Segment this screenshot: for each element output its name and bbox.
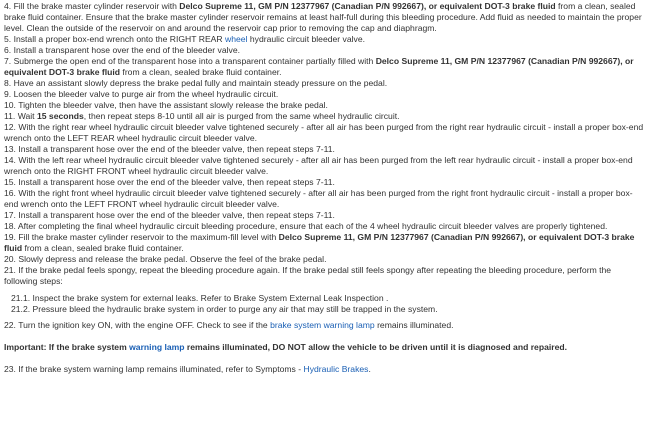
- reference-link[interactable]: warning lamp: [129, 342, 185, 352]
- bold-text: Delco Supreme 11, GM P/N 12377967 (Canadian P/N 992667), or equivalent DOT-3 brake fluid: [4, 56, 634, 77]
- step-item: [4, 210, 646, 221]
- step-text: remains illuminated.: [374, 320, 454, 330]
- step-text: Install a transparent hose over the end of the bleeder valve.: [13, 45, 241, 55]
- steps-list: [4, 1, 646, 287]
- bold-text: Delco Supreme 11, GM P/N 12377967 (Canadian P/N 992667), or equivalent DOT-3 brake fluid: [179, 1, 556, 11]
- important-note: [4, 342, 646, 353]
- step-item: [4, 155, 646, 177]
- step-number: 5.: [4, 34, 14, 44]
- step-item: [4, 111, 646, 122]
- step-number: 18.: [4, 221, 18, 231]
- step-text: Slowly depress and release the brake pedal. Observe the feel of the brake pedal.: [18, 254, 327, 264]
- step-number: 4.: [4, 1, 14, 11]
- step-number: 21.1.: [11, 292, 33, 303]
- step-text: Turn the ignition key ON, with the engine OFF. Check to see if the: [18, 320, 271, 330]
- step-number: 22.: [4, 320, 19, 330]
- bold-text: Delco Supreme 11, GM P/N 12377967 (Canadian P/N 992667), or equivalent DOT-3 brake fluid: [4, 232, 635, 253]
- step-number: 13.: [4, 144, 19, 154]
- step-text: With the right front wheel hydraulic circuit bleeder valve tightened securely - after all air has been purged from the right front hydraulic circuit - install a proper box-end wrench onto the LEFT FRONT wheel hydraulic circuit bleeder valve.: [4, 188, 633, 209]
- reference-link[interactable]: brake system warning lamp: [270, 320, 375, 330]
- step-number: 8.: [4, 78, 14, 88]
- step-text: from a clean, sealed brake fluid container.: [120, 67, 282, 77]
- step-number: 14.: [4, 155, 19, 165]
- step-number: 21.2.: [11, 303, 33, 314]
- step-item: [4, 34, 646, 45]
- spacer: [4, 331, 646, 342]
- step-number: 9.: [4, 89, 14, 99]
- step-item: [4, 221, 646, 232]
- step-item: [4, 89, 646, 100]
- reference-link[interactable]: Hydraulic Brakes: [303, 364, 369, 374]
- step-item: [4, 56, 646, 78]
- step-item: [4, 100, 646, 111]
- spacer: [4, 353, 646, 364]
- step-text: Pressure bleed the hydraulic brake system in order to purge any air that may still be trapped in the system.: [32, 303, 438, 314]
- step-number: 20.: [4, 254, 19, 264]
- step-text: If the brake pedal feels spongy, repeat the bleeding procedure again. If the brake pedal still feels spongy after repeating the bleeding procedure, perform the following steps:: [4, 265, 612, 286]
- step-text: Fill the brake master cylinder reservoir with: [13, 1, 180, 11]
- step-text: , then repeat steps 8-10 until all air is purged from the same wheel hydraulic circuit.: [83, 111, 400, 121]
- step-text: Fill the brake master cylinder reservoir to the maximum-fill level with: [18, 232, 279, 242]
- step-text: If the brake system warning lamp remains illuminated, refer to Symptoms -: [18, 364, 304, 374]
- step-number: 7.: [4, 56, 14, 66]
- substeps-list: [4, 293, 646, 315]
- step-text: Submerge the open end of the transparent hose into a transparent container partially filled with: [13, 56, 376, 66]
- step-22: [4, 320, 646, 331]
- step-number: 11.: [4, 111, 18, 121]
- step-item: [4, 265, 646, 287]
- step-number: 16.: [4, 188, 19, 198]
- step-text: Install a transparent hose over the end of the bleeder valve, then repeat steps 7-11.: [18, 177, 335, 187]
- step-text: Install a proper box-end wrench onto the RIGHT REAR: [13, 34, 226, 44]
- step-23: [4, 364, 646, 375]
- step-item: [4, 188, 646, 210]
- step-item: [4, 254, 646, 265]
- step-text: Install a transparent hose over the end of the bleeder valve, then repeat steps 7-11.: [18, 210, 335, 220]
- step-text: After completing the final wheel hydraulic circuit bleeding procedure, ensure that each of the 4 wheel hydraulic circuit bleeder valves are properly tightened.: [17, 221, 608, 231]
- step-text: Have an assistant slowly depress the brake pedal fully and maintain steady pressure on the pedal.: [13, 78, 388, 88]
- step-item: [4, 78, 646, 89]
- step-number: 17.: [4, 210, 19, 220]
- step-text: hydraulic circuit bleeder valve.: [247, 34, 365, 44]
- step-text: With the right rear wheel hydraulic circuit bleeder valve tightened securely - after all air has been purged from the right rear hydraulic circuit - install a proper box-end wrench onto the LEFT REAR wheel hydraulic circuit bleeder valve.: [4, 122, 644, 143]
- step-text: With the left rear wheel hydraulic circuit bleeder valve tightened securely - after all air has been purged from the left rear hydraulic circuit - install a proper box-end wrench onto the RIGHT FRONT wheel hydraulic circuit bleeder valve.: [4, 155, 633, 176]
- step-item: [4, 304, 646, 315]
- step-item: [4, 122, 646, 144]
- step-item: [4, 1, 646, 34]
- step-text: Inspect the brake system for external leaks. Refer to Brake System External Leak Inspection .: [32, 292, 389, 303]
- step-text: from a clean, sealed brake fluid container.: [22, 243, 184, 253]
- step-text: .: [368, 364, 371, 374]
- step-item: [4, 45, 646, 56]
- step-text: from a clean, sealed brake fluid container. Ensure that the brake master cylinder reservoir remains at least half-full during this bleeding procedure. Add fluid as needed to maintain the proper level. Clean the outside of the reservoir on and around the reservoir cap prior to removing the cap and diaphragm.: [4, 1, 642, 33]
- bold-text: remains illuminated, DO NOT allow the vehicle to be driven until it is diagnosed and repaired.: [184, 342, 568, 352]
- step-item: [4, 177, 646, 188]
- step-text: Wait: [17, 111, 37, 121]
- step-item: [4, 232, 646, 254]
- step-text: Tighten the bleeder valve, then have the assistant slowly release the brake pedal.: [18, 100, 328, 110]
- step-text: Loosen the bleeder valve to purge air from the wheel hydraulic circuit.: [13, 89, 279, 99]
- step-number: 10.: [4, 100, 19, 110]
- bold-text: 15 seconds: [36, 111, 84, 121]
- bold-text: Important: If the brake system: [4, 342, 130, 352]
- step-item: [4, 144, 646, 155]
- step-number: 23.: [4, 364, 19, 374]
- step-text: Install a transparent hose over the end of the bleeder valve, then repeat steps 7-11.: [18, 144, 335, 154]
- step-number: 15.: [4, 177, 19, 187]
- step-number: 19.: [4, 232, 19, 242]
- step-number: 12.: [4, 122, 19, 132]
- step-number: 21.: [4, 265, 19, 275]
- step-item: [4, 293, 646, 304]
- step-number: 6.: [4, 45, 14, 55]
- reference-link[interactable]: wheel: [225, 34, 248, 44]
